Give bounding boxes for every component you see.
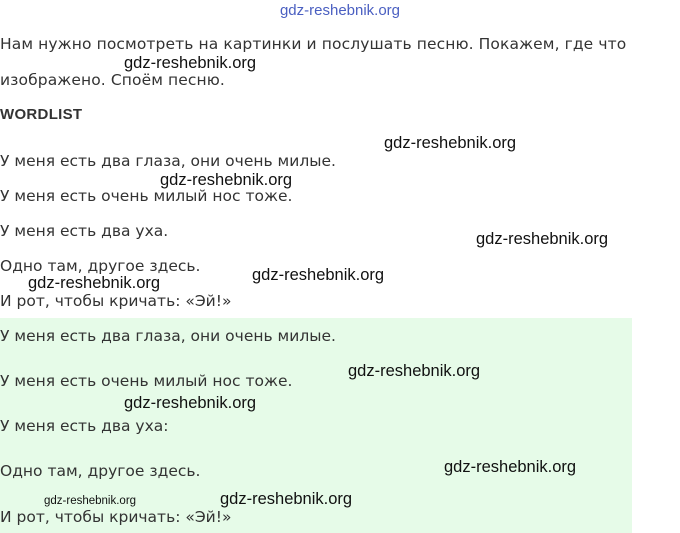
intro-line-1: Нам нужно посмотреть на картинки и послушать песню. Покажем, где что bbox=[0, 35, 627, 53]
watermark: gdz-reshebnik.org bbox=[348, 362, 481, 380]
watermark-small: gdz-reshebnik.org bbox=[44, 495, 137, 507]
watermark: gdz-reshebnik.org bbox=[124, 54, 257, 72]
song-line: У меня есть очень милый нос тоже. bbox=[0, 187, 293, 205]
watermark: gdz-reshebnik.org bbox=[476, 230, 609, 248]
watermark: gdz-reshebnik.org bbox=[124, 394, 257, 412]
watermark: gdz-reshebnik.org bbox=[28, 274, 161, 292]
highlight-line: Одно там, другое здесь. bbox=[0, 462, 201, 480]
highlight-line: У меня есть два глаза, они очень милые. bbox=[0, 327, 336, 345]
watermark: gdz-reshebnik.org bbox=[444, 458, 577, 476]
highlight-line: И рот, чтобы кричать: «Эй!» bbox=[0, 508, 232, 526]
song-line: У меня есть два глаза, они очень милые. bbox=[0, 152, 336, 170]
highlight-line: У меня есть два уха: bbox=[0, 417, 169, 435]
watermark: gdz-reshebnik.org bbox=[252, 266, 385, 284]
site-header[interactable]: gdz-reshebnik.org bbox=[279, 2, 401, 19]
intro-line-2: изображено. Споём песню. bbox=[0, 71, 225, 89]
watermark: gdz-reshebnik.org bbox=[220, 490, 353, 508]
song-line: И рот, чтобы кричать: «Эй!» bbox=[0, 292, 232, 310]
watermark: gdz-reshebnik.org bbox=[384, 134, 517, 152]
watermark: gdz-reshebnik.org bbox=[160, 171, 293, 189]
song-line: Одно там, другое здесь. bbox=[0, 257, 201, 275]
highlight-line: У меня есть очень милый нос тоже. bbox=[0, 372, 293, 390]
wordlist-heading: WORDLIST bbox=[0, 106, 83, 123]
song-line: У меня есть два уха. bbox=[0, 222, 169, 240]
